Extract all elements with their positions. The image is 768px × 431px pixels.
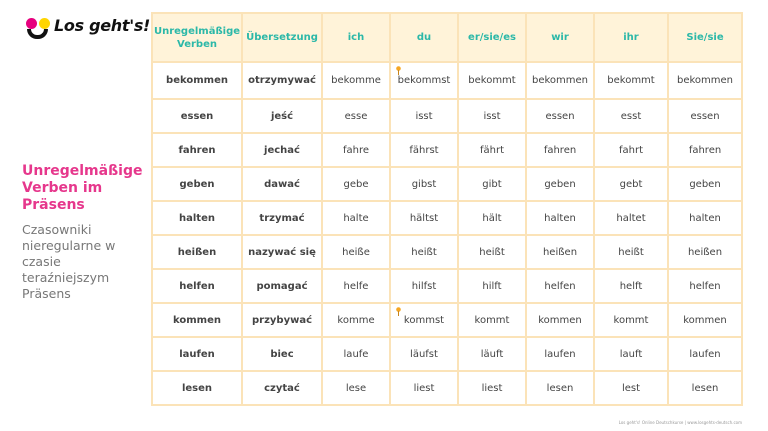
conjugation-cell <box>668 62 742 99</box>
cell-text: heißt <box>411 246 437 258</box>
cell-text: fährst <box>409 144 439 156</box>
cell-text: esst <box>620 110 642 122</box>
logo-text: Los geht's! <box>54 16 151 35</box>
cell-text: gebe <box>343 178 369 190</box>
header-row <box>152 13 742 62</box>
cell-text: heißen <box>687 246 723 258</box>
verb-cell <box>152 371 242 405</box>
cell-text: lesen <box>691 382 719 394</box>
cell-text: helfen <box>179 280 215 292</box>
translation-cell <box>242 269 322 303</box>
header-ich: ich <box>322 13 390 62</box>
cell-text: fahren <box>543 144 577 156</box>
conjugation-cell <box>594 303 668 337</box>
lesson-subtitle: Czasowniki nieregularne w czasie teraźniejszym Präsens <box>22 222 116 301</box>
cell-text: komme <box>337 314 375 326</box>
conjugation-cell <box>526 201 594 235</box>
cell-text: bekommst <box>397 75 451 86</box>
cell-text: helfen <box>689 280 721 292</box>
cell-text: kommen <box>538 314 582 326</box>
conjugation-cell <box>390 269 458 303</box>
conjugation-cell <box>458 133 526 167</box>
cell-text: haltet <box>616 212 646 224</box>
conjugation-cell <box>458 371 526 405</box>
logo-smile-icon <box>27 29 48 39</box>
translation-cell <box>242 167 322 201</box>
cell-text: kommst <box>403 314 445 326</box>
header-sie-formal: Sie/sie <box>668 13 742 62</box>
cell-text: halte <box>343 212 369 224</box>
conjugation-cell <box>668 133 742 167</box>
conjugation-cell <box>594 371 668 405</box>
cell-text: geben <box>689 178 721 190</box>
cell-text: hilft <box>482 280 502 292</box>
conjugation-cell <box>458 99 526 133</box>
translation-cell <box>242 337 322 371</box>
cell-text: läuft <box>480 348 504 360</box>
conjugation-cell <box>322 371 390 405</box>
header-er-sie-es: er/sie/es <box>458 13 526 62</box>
conjugation-cell <box>322 303 390 337</box>
cell-text: trzymać <box>259 212 305 224</box>
pushpin-icon <box>395 66 402 75</box>
verb-cell <box>152 269 242 303</box>
conjugation-cell <box>526 99 594 133</box>
conjugation-cell <box>390 133 458 167</box>
table-row <box>152 99 742 133</box>
cell-text: gibst <box>411 178 437 190</box>
cell-text: kommt <box>613 314 649 326</box>
cell-text: czytać <box>264 382 300 394</box>
conjugation-cell <box>594 99 668 133</box>
conjugation-cell <box>526 133 594 167</box>
header-translation: Übersetzung <box>242 13 322 62</box>
cell-text: bekommen <box>676 75 734 86</box>
conjugation-cell <box>390 99 458 133</box>
logo <box>22 12 151 48</box>
table-row <box>152 235 742 269</box>
cell-text: pomagać <box>256 280 308 292</box>
cell-text: hilfst <box>411 280 437 292</box>
cell-text: lesen <box>181 382 213 394</box>
cell-text: helfen <box>544 280 576 292</box>
cell-text: gebt <box>619 178 643 190</box>
cell-text: kommt <box>474 314 510 326</box>
conjugation-cell <box>526 337 594 371</box>
verb-cell <box>152 235 242 269</box>
header-du: du <box>390 13 458 62</box>
conjugation-cell <box>390 303 458 337</box>
conjugation-cell <box>668 269 742 303</box>
conjugation-cell <box>594 167 668 201</box>
conjugation-cell <box>458 337 526 371</box>
table-row <box>152 371 742 405</box>
cell-text: essen <box>690 110 720 122</box>
cell-text: isst <box>483 110 501 122</box>
cell-text: biec <box>270 348 294 360</box>
cell-text: fahrt <box>618 144 644 156</box>
translation-cell <box>242 99 322 133</box>
cell-text: hältst <box>409 212 439 224</box>
conjugation-cell <box>322 167 390 201</box>
cell-text: dawać <box>264 178 300 190</box>
table-row <box>152 201 742 235</box>
header-ihr: ihr <box>594 13 668 62</box>
conjugation-cell <box>526 371 594 405</box>
cell-text: fahren <box>178 144 216 156</box>
conjugation-cell <box>322 269 390 303</box>
conjugation-cell <box>390 371 458 405</box>
cell-text: esse <box>344 110 368 122</box>
conjugation-cell <box>390 337 458 371</box>
cell-text: jechać <box>264 144 300 156</box>
cell-text: fährt <box>479 144 505 156</box>
cell-text: isst <box>415 110 433 122</box>
conjugation-cell <box>526 303 594 337</box>
cell-text: bekommt <box>468 75 516 86</box>
cell-text: jeść <box>270 110 294 122</box>
verb-cell <box>152 62 242 99</box>
conjugation-cell <box>390 167 458 201</box>
cell-text: bekommen <box>166 75 228 86</box>
logo-pink-dot <box>26 18 37 29</box>
conjugation-cell <box>594 133 668 167</box>
table-row <box>152 133 742 167</box>
cell-text: geben <box>179 178 215 190</box>
conjugation-cell <box>668 371 742 405</box>
cell-text: halten <box>689 212 721 224</box>
cell-text: liest <box>413 382 435 394</box>
cell-text: hält <box>482 212 502 224</box>
verb-cell <box>152 133 242 167</box>
cell-text: liest <box>481 382 503 394</box>
conjugation-cell <box>322 99 390 133</box>
table-body <box>152 62 742 405</box>
cell-text: geben <box>544 178 576 190</box>
conjugation-cell <box>668 235 742 269</box>
table-row <box>152 303 742 337</box>
conjugation-cell <box>668 167 742 201</box>
verb-cell <box>152 201 242 235</box>
verb-cell <box>152 99 242 133</box>
header-wir: wir <box>526 13 594 62</box>
conjugation-cell <box>526 62 594 99</box>
cell-text: laufen <box>179 348 215 360</box>
conjugation-cell <box>668 303 742 337</box>
translation-cell <box>242 303 322 337</box>
translation-cell <box>242 371 322 405</box>
cell-text: heißt <box>618 246 644 258</box>
cell-text: helfe <box>343 280 369 292</box>
cell-text: bekomme <box>331 75 381 86</box>
cell-text: helft <box>619 280 643 292</box>
cell-text: laufen <box>689 348 721 360</box>
verb-cell <box>152 167 242 201</box>
conjugation-cell <box>458 269 526 303</box>
logo-yellow-dot <box>39 18 50 29</box>
conjugation-cell <box>668 337 742 371</box>
conjugation-cell <box>390 235 458 269</box>
conjugation-cell <box>458 201 526 235</box>
cell-text: bekommt <box>607 75 655 86</box>
conjugation-cell <box>390 62 458 99</box>
cell-text: lauft <box>619 348 643 360</box>
conjugation-cell <box>322 337 390 371</box>
cell-text: heißt <box>479 246 505 258</box>
conjugation-cell <box>668 99 742 133</box>
cell-text: essen <box>545 110 575 122</box>
conjugation-cell <box>458 62 526 99</box>
cell-text: heißen <box>542 246 578 258</box>
cell-text: heiße <box>342 246 370 258</box>
footer-credit: Los geht's! Online Deutschkurse | www.losgehts-deutsch.com <box>618 420 742 425</box>
conjugation-cell <box>526 167 594 201</box>
cell-text: kommen <box>173 314 221 326</box>
cell-text: laufen <box>544 348 576 360</box>
verb-cell <box>152 303 242 337</box>
conjugation-cell <box>594 235 668 269</box>
cell-text: halten <box>179 212 215 224</box>
conjugation-cell <box>322 62 390 99</box>
conjugation-cell <box>594 337 668 371</box>
header-verbs: Unregelmäßige Verben <box>152 13 242 62</box>
conjugation-cell <box>526 235 594 269</box>
conjugation-cell <box>390 201 458 235</box>
verb-conjugation-table <box>151 12 743 406</box>
table-row <box>152 269 742 303</box>
conjugation-cell <box>458 235 526 269</box>
cell-text: przybywać <box>251 314 313 326</box>
verb-cell <box>152 337 242 371</box>
cell-text: gibt <box>482 178 502 190</box>
cell-text: lest <box>621 382 641 394</box>
table-row <box>152 167 742 201</box>
lesson-title: Unregelmäßige Verben im Präsens <box>22 163 143 213</box>
cell-text: otrzymywać <box>248 75 316 86</box>
conjugation-cell <box>322 133 390 167</box>
conjugation-cell <box>458 303 526 337</box>
conjugation-cell <box>594 269 668 303</box>
table-row <box>152 62 742 99</box>
cell-text: bekommen <box>531 75 589 86</box>
cell-text: kommen <box>683 314 727 326</box>
translation-cell <box>242 133 322 167</box>
conjugation-cell <box>322 201 390 235</box>
cell-text: lesen <box>546 382 574 394</box>
conjugation-cell <box>458 167 526 201</box>
translation-cell <box>242 235 322 269</box>
cell-text: halten <box>544 212 576 224</box>
translation-cell <box>242 62 322 99</box>
conjugation-cell <box>594 62 668 99</box>
pushpin-icon <box>395 307 402 316</box>
cell-text: essen <box>180 110 214 122</box>
cell-text: laufe <box>343 348 369 360</box>
cell-text: fahren <box>688 144 722 156</box>
cell-text: nazywać się <box>248 246 316 258</box>
conjugation-cell <box>594 201 668 235</box>
cell-text: fahre <box>342 144 370 156</box>
cell-text: lese <box>345 382 367 394</box>
translation-cell <box>242 201 322 235</box>
conjugation-cell <box>322 235 390 269</box>
conjugation-cell <box>526 269 594 303</box>
conjugation-cell <box>668 201 742 235</box>
table-row <box>152 337 742 371</box>
cell-text: läufst <box>410 348 438 360</box>
cell-text: heißen <box>177 246 217 258</box>
